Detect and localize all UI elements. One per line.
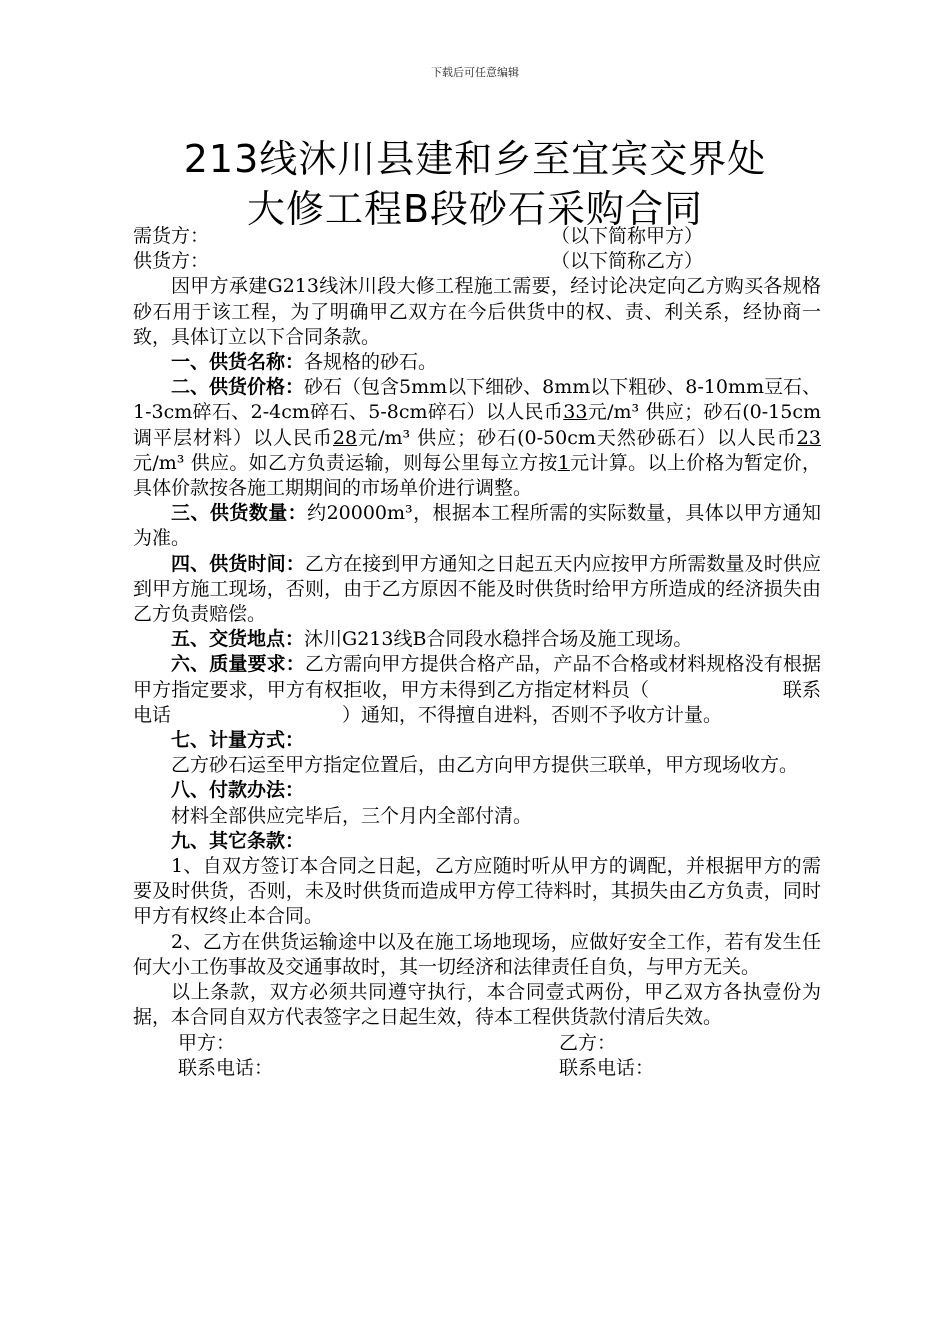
clause-4-heading: 四、供货时间：: [171, 552, 305, 575]
clause-2-text-e: 元计算。以上价格为暂定价，具体价款按各施工期期间的市场单价进行调整。: [133, 451, 821, 500]
party-b-phone-label: 联系电话：: [559, 1056, 655, 1079]
page-header-note: 下载后可任意编辑: [431, 66, 519, 79]
clause-7-heading: 七、计量方式：: [171, 729, 305, 752]
party-a-phone-label: 联系电话：: [178, 1056, 274, 1079]
closing-paragraph: 以上条款，双方必须共同遵守执行，本合同壹式两份，甲乙双方各执壹份为据，本合同自双方代表签字之日起生效，待本工程供货款付清后失效。: [133, 981, 821, 1029]
clause-1: [133, 350, 821, 375]
supplier-label: 供货方：: [133, 250, 210, 273]
clause-3-heading: 三、供货数量：: [171, 502, 308, 525]
clause-2-text-b: 元/m³ 供应；砂石(0-15cm调平层材料）以人民币: [133, 401, 821, 449]
intro-paragraph: 因甲方承建G213线沐川段大修工程施工需要，经讨论决定向乙方购买各规格砂石用于该工程，为了明确甲乙双方在今后供货中的权、责、利关系，经协商一致，具体订立以下合同条款。: [133, 275, 821, 348]
clause-5-text: 沐川G213线B合同段水稳拌合场及施工现场。: [304, 628, 693, 651]
party-b-label: 乙方：: [559, 1031, 617, 1054]
clause-4-text: 乙方在接到甲方通知之日起五天内应按甲方所需数量及时供应到甲方施工现场，否则，由于乙方原因不能及时供货时给甲方所造成的经济损失由乙方负责赔偿。: [133, 552, 821, 626]
buyer-label: 需货方：: [133, 225, 210, 247]
price-leveling-material: 28: [332, 426, 358, 449]
clause-2-heading: 二、供货价格：: [171, 376, 305, 399]
buyer-alias: （以下简称甲方）: [551, 225, 704, 247]
clause-2-text-d: 元/m³ 供应。如乙方负责运输，则每公里每立方按: [133, 451, 558, 474]
clause-4: [133, 552, 821, 628]
clause-2: [133, 375, 821, 501]
clause-6-text: 乙方需向甲方提供合格产品，产品不合格或材料规格没有根据甲方指定要求，甲方有权拒收，甲方未得到乙方指定材料员（ 联系电话 ）通知，不得擅自进料，否则不予收方计量。: [133, 653, 821, 726]
contract-title-line-2: 大修工程B段砂石采购合同: [246, 187, 704, 231]
supplier-alias: （以下简称乙方）: [551, 250, 704, 273]
price-gravel: 33: [563, 401, 588, 424]
contract-body: [133, 224, 821, 1081]
clause-8-heading: 八、付款办法：: [171, 779, 305, 802]
party-a-label: 甲方：: [178, 1031, 236, 1054]
clause-6-heading: 六、质量要求：: [171, 653, 305, 676]
clause-5-heading: 五、交货地点：: [171, 628, 305, 651]
clause-3: [133, 501, 821, 551]
price-transport: 1: [557, 451, 570, 474]
clause-1-text: 各规格的砂石。: [304, 351, 438, 374]
buyer-row: [133, 224, 821, 249]
clause-1-heading: 一、供货名称：: [171, 351, 305, 374]
contract-title-line-1: 213线沐川县建和乡至宜宾交界处: [183, 137, 767, 181]
clause-9-item-2: 2、乙方在供货运输途中以及在施工场地现场，应做好安全工作，若有发生任何大小工伤事故及交通事故时，其一切经济和法律责任自负，与甲方无关。: [133, 930, 821, 978]
clause-2-text-a: 砂石（包含5mm以下细砂、8mm以下粗砂、8-10mm豆石、1-3cm碎石、2-4cm碎石、5-8cm碎石）以人民币: [133, 376, 821, 424]
clause-5: [133, 627, 821, 652]
price-natural-gravel: 23: [796, 426, 821, 449]
clause-8-text: 材料全部供应完毕后，三个月内全部付清。: [171, 804, 533, 827]
clause-3-text: 约20000m³，根据本工程所需的实际数量，具体以甲方通知为准。: [133, 502, 821, 550]
signature-row: [133, 1031, 821, 1056]
clause-6: [133, 652, 821, 728]
clause-7-text: 乙方砂石运至甲方指定位置后，由乙方向甲方提供三联单，甲方现场收方。: [171, 754, 799, 777]
phone-row: [133, 1056, 821, 1081]
supplier-row: [133, 249, 821, 274]
clause-9-item-1: 1、自双方签订本合同之日起，乙方应随时听从甲方的调配，并根据甲方的需要及时供货，否则，未及时供货而造成甲方停工待料时，其损失由乙方负责，同时甲方有权终止本合同。: [133, 855, 821, 928]
clause-9-heading: 九、其它条款：: [171, 829, 305, 852]
clause-2-text-c: 元/m³ 供应；砂石(0-50cm天然砂砾石）以人民币: [357, 426, 797, 449]
